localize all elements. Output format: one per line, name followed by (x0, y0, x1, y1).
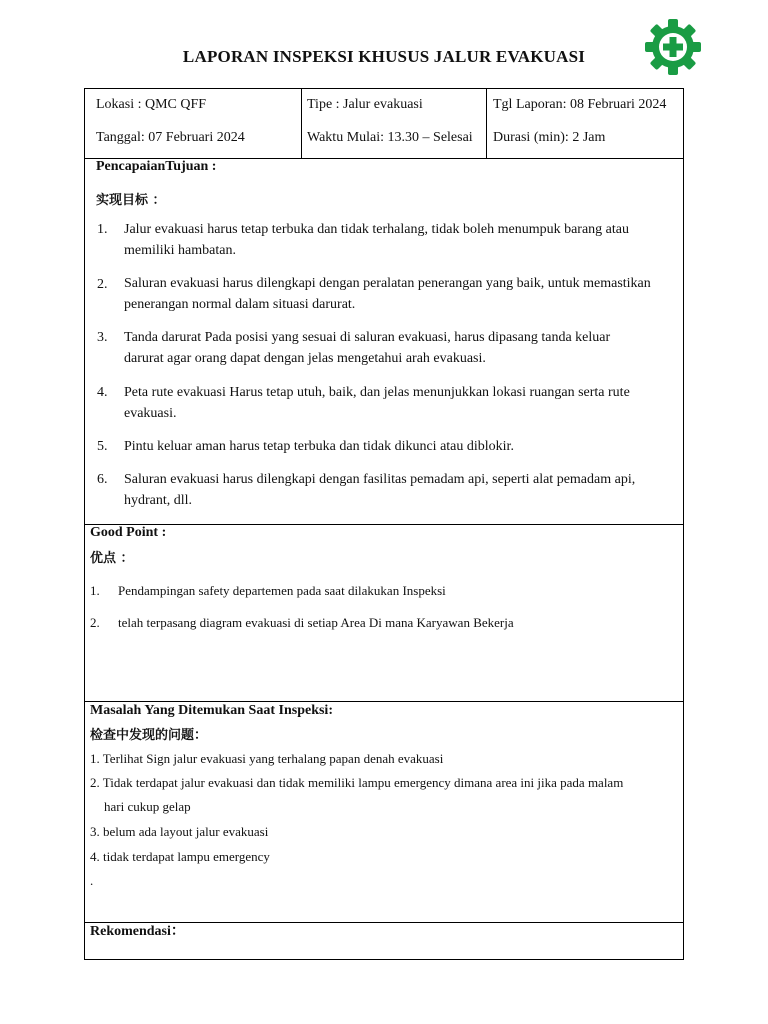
pencapaian-heading-cn: 实现目标 ： (96, 193, 166, 208)
masalah-item: 3. belum ada layout jalur evakuasi (90, 824, 269, 839)
list-item-line: Jalur evakuasi harus tetap terbuka dan tidak terhalang, tidak boleh menumpuk barang atau (124, 222, 629, 237)
list-item-line: Saluran evakuasi harus dilengkapi dengan fasilitas pemadam api, seperti alat pemadam api, (124, 472, 636, 487)
masalah-item: 4. tidak terdapat lampu emergency (90, 849, 270, 864)
list-item (124, 219, 690, 261)
list-item (124, 469, 690, 511)
list-item (124, 327, 690, 369)
list-item-line: Pintu keluar aman harus tetap terbuka dan tidak dikunci atau diblokir. (124, 439, 514, 454)
list-item-number: 2. (97, 277, 108, 292)
waktu-field: Waktu Mulai: 13.30 – Selesai (307, 130, 473, 145)
masalah-item: . (90, 873, 94, 888)
report-title: LAPORAN INSPEKSI KHUSUS JALUR EVAKUASI (182, 47, 586, 66)
good-point-number: 2. (90, 615, 100, 630)
list-item-number: 1. (97, 222, 108, 237)
masalah-heading-cn: 检查中发现的问题： (90, 728, 208, 743)
good-point-number: 1. (90, 583, 100, 598)
list-item-number: 4. (97, 385, 108, 400)
list-item-line: Saluran evakuasi harus dilengkapi dengan peralatan penerangan yang baik, untuk memastikan (124, 276, 651, 291)
masalah-item: 1. Terlihat Sign jalur evakuasi yang terhalang papan denah evakuasi (90, 751, 444, 766)
list-item (124, 436, 690, 457)
list-item-line: Peta rute evakuasi Harus tetap utuh, baik, dan jelas menunjukkan lokasi ruangan serta rute (124, 385, 630, 400)
divider (84, 524, 684, 525)
list-item (124, 382, 690, 424)
list-item-line: penerangan normal dalam situasi darurat. (124, 297, 356, 312)
list-item (124, 273, 690, 315)
good-point-item: Pendampingan safety departemen pada saat dilakukan Inspeksi (118, 583, 446, 598)
masalah-item-continuation: hari cukup gelap (104, 799, 191, 814)
list-item-number: 6. (97, 472, 108, 487)
list-item-number: 5. (97, 439, 108, 454)
list-item-line: Tanda darurat Pada posisi yang sesuai di saluran evakuasi, harus dipasang tanda keluar (124, 330, 611, 345)
tipe-field: Tipe : Jalur evakuasi (307, 97, 423, 112)
list-item-line: evakuasi. (124, 406, 177, 421)
masalah-item: 2. Tidak terdapat jalur evakuasi dan tidak memiliki lampu emergency dimana area ini jika pada malam (90, 775, 624, 790)
list-item-line: darurat agar orang dapat dengan jelas mengetahui arah evakuasi. (124, 351, 486, 366)
good-point-heading: Good Point : (90, 525, 167, 540)
list-item-line: hydrant, dll. (124, 493, 193, 508)
durasi-field: Durasi (min): 2 Jam (493, 130, 606, 145)
divider (486, 88, 487, 158)
list-item-number: 3. (97, 330, 108, 345)
tanggal-field: Tanggal: 07 Februari 2024 (96, 130, 245, 145)
lokasi-field: Lokasi : QMC QFF (96, 97, 207, 112)
good-point-item: telah terpasang diagram evakuasi di setiap Area Di mana Karyawan Bekerja (118, 615, 514, 630)
list-item-line: memiliki hambatan. (124, 243, 236, 258)
divider (301, 88, 302, 158)
masalah-heading: Masalah Yang Ditemukan Saat Inspeksi: (90, 703, 333, 718)
tgl-laporan-field: Tgl Laporan: 08 Februari 2024 (493, 97, 667, 112)
good-point-heading-cn: 优点 ： (90, 551, 134, 566)
pencapaian-heading: PencapaianTujuan : (96, 159, 217, 174)
rekomendasi-heading: Rekomendasi： (90, 924, 185, 939)
safety-cross-gear-icon (643, 17, 703, 77)
